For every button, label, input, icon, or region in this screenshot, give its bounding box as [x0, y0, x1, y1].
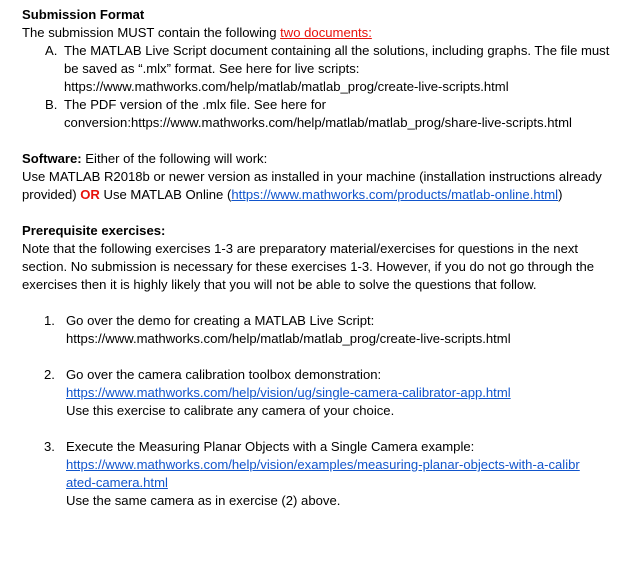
exercise-text: Go over the demo for creating a MATLAB Live Script: [66, 313, 375, 328]
list-marker: 2. [44, 367, 55, 382]
or-keyword: OR [80, 187, 100, 202]
software-detail-text: Use MATLAB R2018b or newer version as installed in your machine (installation instructions already provided) [22, 169, 602, 202]
software-text: Either of the following will work: [81, 151, 268, 166]
exercise-list [22, 312, 612, 510]
submission-intro [22, 24, 612, 42]
submission-item-b [22, 96, 612, 132]
exercise-item-3 [22, 438, 612, 510]
software-label: Software: [22, 151, 82, 166]
software-detail-text: ) [558, 187, 563, 202]
exercise-text: Use the same camera as in exercise (2) above. [66, 493, 341, 508]
document-page [22, 6, 612, 510]
exercise-text: Execute the Measuring Planar Objects with a Single Camera example: [66, 439, 475, 454]
planar-objects-link-continued[interactable]: ated-camera.html [66, 475, 168, 490]
calibrator-app-link[interactable]: https://www.mathworks.com/help/vision/ug/single-camera-calibrator-app.html [66, 385, 511, 400]
submission-heading: Submission Format [22, 7, 145, 22]
submission-item-a [22, 42, 612, 96]
software-line [22, 150, 612, 168]
exercise-item-2 [22, 366, 612, 420]
list-marker: 3. [44, 439, 55, 454]
two-documents-link[interactable]: two documents: [280, 25, 372, 40]
software-detail-text: Use MATLAB Online ( [99, 187, 232, 202]
prereq-heading: Prerequisite exercises: [22, 223, 166, 238]
list-marker: A. [45, 43, 58, 58]
submission-list [22, 42, 612, 132]
submission-item-text: The MATLAB Live Script document containing all the solutions, including graphs. The file must be saved as “.mlx” format. See here for live scripts: https://www.mathworks.com/help/matlab/matlab_prog/create-live-scripts.html [64, 43, 610, 94]
exercise-text: Go over the camera calibration toolbox demonstration: [66, 367, 382, 382]
exercise-url: https://www.mathworks.com/help/matlab/matlab_prog/create-live-scripts.html [66, 331, 511, 346]
list-marker: 1. [44, 313, 55, 328]
exercise-item-1 [22, 312, 612, 348]
software-details [22, 168, 612, 204]
matlab-online-link[interactable]: https://www.mathworks.com/products/matlab-online.html [231, 187, 559, 202]
exercise-text: Use this exercise to calibrate any camera of your choice. [66, 403, 395, 418]
planar-objects-link[interactable]: https://www.mathworks.com/help/vision/examples/measuring-planar-objects-with-a-calibr [66, 457, 580, 472]
prereq-note: Note that the following exercises 1-3 are preparatory material/exercises for questions in the next section. No submission is necessary for these exercises 1-3. However, if you do not go through the exercises then it is highly likely that you will not be able to solve the questions that follow. [22, 241, 595, 292]
submission-item-text: The PDF version of the .mlx file. See here for conversion:https://www.mathworks.com/help/matlab/matlab_prog/share-live-scripts.html [64, 97, 572, 130]
submission-intro-text: The submission MUST contain the following [22, 25, 281, 40]
list-marker: B. [45, 97, 58, 112]
